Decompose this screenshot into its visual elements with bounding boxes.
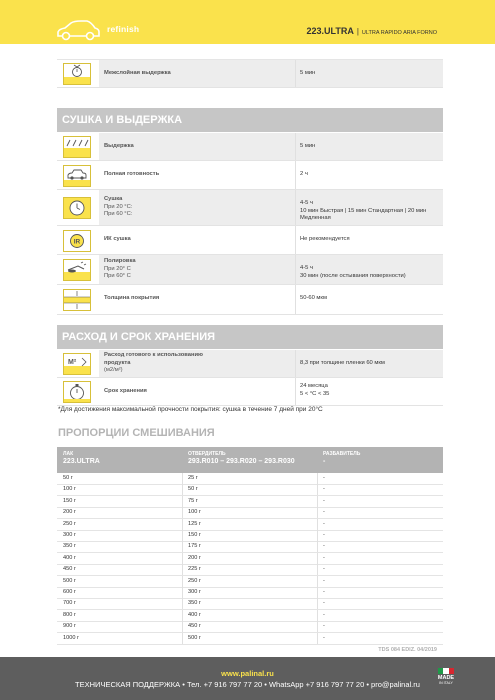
row-value: 24 месяца xyxy=(300,383,328,389)
table-row xyxy=(57,496,443,508)
table-cell: - xyxy=(323,577,325,584)
column-divider xyxy=(182,587,183,598)
flash-time-icon xyxy=(63,136,91,158)
table-cell: 300 г xyxy=(63,532,76,538)
column-label: ЛАК xyxy=(63,451,74,457)
row-value: 5 мин xyxy=(300,143,316,149)
row-label-line2: При 20 °С: xyxy=(104,203,133,210)
table-cell: 250 г xyxy=(63,520,76,527)
column-divider xyxy=(317,473,318,484)
column-divider xyxy=(317,530,318,541)
row-value: Не рекомендуется xyxy=(300,236,350,242)
column-divider xyxy=(317,553,318,564)
table-cell: 100 г xyxy=(63,486,76,493)
stopwatch-icon xyxy=(63,381,91,403)
in-italy-label: IN ITALY xyxy=(439,681,453,685)
row-value: 50-60 мкм xyxy=(300,295,327,301)
column-divider xyxy=(317,496,318,507)
column-divider xyxy=(317,576,318,587)
column-divider xyxy=(182,610,183,621)
table-cell: - xyxy=(323,600,325,607)
table-row xyxy=(57,633,443,645)
column-divider xyxy=(182,576,183,587)
table-cell: 350 г xyxy=(188,600,201,607)
table-cell: 50 г xyxy=(188,486,198,493)
row-shelf-life xyxy=(57,378,443,406)
column-header xyxy=(323,451,360,466)
table-cell: 175 г xyxy=(188,543,201,550)
row-label: Выдержка xyxy=(104,143,134,149)
car-logo-icon xyxy=(55,20,101,42)
table-cell: - xyxy=(323,532,325,538)
row-ir-drying xyxy=(57,226,443,255)
column-divider xyxy=(317,519,318,530)
column-divider xyxy=(317,541,318,552)
table-row xyxy=(57,484,443,496)
title-separator: | xyxy=(356,27,359,36)
table-cell: - xyxy=(323,520,325,527)
product-code: 223.ULTRA xyxy=(306,26,354,36)
table-cell: - xyxy=(323,623,325,630)
table-row xyxy=(57,576,443,588)
row-label: ИК сушка xyxy=(104,236,131,242)
table-cell: 100 г xyxy=(188,509,201,516)
row-value: 4-5 ч xyxy=(300,265,314,271)
table-cell: 900 г xyxy=(63,623,76,630)
table-cell: 50 г xyxy=(63,475,73,481)
header-bar xyxy=(0,0,495,44)
table-cell: 1000 г xyxy=(63,634,80,641)
table-cell: - xyxy=(323,566,325,573)
table-cell: 250 г xyxy=(188,577,201,584)
section-title: СУШКА И ВЫДЕРЖКА xyxy=(62,114,183,126)
italy-flag-icon xyxy=(438,668,454,674)
table-cell: - xyxy=(323,543,325,550)
table-cell: - xyxy=(323,497,325,504)
film-thickness-icon xyxy=(63,289,91,311)
column-value: 293.R010 – 293.R020 – 293.R030 xyxy=(188,458,295,465)
column-divider xyxy=(317,507,318,518)
column-divider xyxy=(182,530,183,541)
row-consumption xyxy=(57,350,443,378)
column-header xyxy=(63,451,100,466)
table-cell: 700 г xyxy=(63,600,76,607)
table-cell: - xyxy=(323,475,325,481)
column-divider xyxy=(182,633,183,644)
table-row xyxy=(57,598,443,610)
brand-name: refinish xyxy=(107,24,140,34)
table-cell: 600 г xyxy=(63,589,76,595)
row-label-line2: продукта xyxy=(104,359,131,366)
row-label-line2: При 20° С xyxy=(104,265,131,272)
table-row xyxy=(57,621,443,633)
column-divider xyxy=(182,496,183,507)
mixing-table-header xyxy=(57,447,443,473)
table-cell: 350 г xyxy=(63,543,76,550)
row-label-line3: При 60 °С: xyxy=(104,211,133,217)
table-cell: 150 г xyxy=(188,532,201,538)
row-label: Межслойная выдержка xyxy=(104,70,171,76)
made-in-italy-badge xyxy=(435,668,457,685)
row-flash-off xyxy=(57,60,443,88)
row-label: Срок хранения xyxy=(104,388,147,394)
table-cell: 500 г xyxy=(188,634,201,641)
row-value-line2: 30 мин (после остывания поверхности) xyxy=(300,272,406,279)
table-cell: 125 г xyxy=(188,520,201,527)
column-divider xyxy=(317,484,318,495)
tds-edition: TDS 084 EDIZ. 04/2019 xyxy=(378,647,437,653)
row-label: Полная готовность xyxy=(104,171,160,177)
table-cell: 75 г xyxy=(188,497,198,504)
area-coverage-icon xyxy=(63,353,91,375)
column-divider xyxy=(317,610,318,621)
timer-spray-icon xyxy=(63,63,91,85)
table-cell: 800 г xyxy=(63,611,76,618)
table-cell: - xyxy=(323,554,325,561)
column-divider xyxy=(317,621,318,632)
table-cell: - xyxy=(323,486,325,493)
table-row xyxy=(57,541,443,553)
footer-bar xyxy=(0,657,495,700)
section-consumption-header xyxy=(57,325,443,349)
column-divider xyxy=(182,598,183,609)
table-cell: 300 г xyxy=(188,589,201,595)
table-row xyxy=(57,553,443,565)
row-value: 2 ч xyxy=(300,171,308,177)
table-cell: 400 г xyxy=(63,554,76,561)
support-contacts: ТЕХНИЧЕСКАЯ ПОДДЕРЖКА • Тел. +7 916 797 77 20 • WhatsApp +7 916 797 77 20 • pro@palinal.ru xyxy=(75,680,420,689)
ir-lamp-icon xyxy=(63,230,91,252)
row-value: 5 мин xyxy=(300,70,316,76)
table-row xyxy=(57,519,443,531)
made-label: MADE xyxy=(437,675,455,681)
column-value: 223.ULTRA xyxy=(63,458,100,465)
table-cell: 400 г xyxy=(188,611,201,618)
polisher-icon xyxy=(63,259,91,281)
row-full-cure xyxy=(57,161,443,190)
row-label: Толщина покрытия xyxy=(104,295,160,301)
column-divider xyxy=(317,587,318,598)
column-divider xyxy=(317,633,318,644)
column-divider xyxy=(182,564,183,575)
footnote: *Для достижения максимальной прочности покрытия: сушка в течение 7 дней при 20°C xyxy=(58,406,323,413)
table-cell: 225 г xyxy=(188,566,201,573)
row-value: 8,3 при толщине пленки 60 мкм xyxy=(300,360,385,366)
column-divider xyxy=(182,519,183,530)
column-divider xyxy=(182,507,183,518)
section-drying-header xyxy=(57,108,443,132)
row-value: 4-5 ч xyxy=(300,200,314,206)
column-divider xyxy=(317,564,318,575)
row-label-line3: (м2/м²) xyxy=(104,367,123,373)
row-polishing xyxy=(57,255,443,285)
column-divider xyxy=(182,553,183,564)
table-cell: 500 г xyxy=(63,577,76,584)
table-cell: 450 г xyxy=(63,566,76,573)
table-row xyxy=(57,587,443,599)
column-label: ОТВЕРДИТЕЛЬ xyxy=(188,451,226,457)
row-label: Сушка xyxy=(104,196,123,202)
table-row xyxy=(57,530,443,542)
flag-stripe-red xyxy=(449,668,454,674)
table-row xyxy=(57,473,443,485)
row-value-line2: 10 мин Быстрая | 15 мин Стандартная | 20 мин Медленная xyxy=(300,207,427,221)
table-cell: - xyxy=(323,509,325,516)
column-divider xyxy=(182,541,183,552)
table-row xyxy=(57,610,443,622)
column-header xyxy=(188,451,295,466)
column-divider xyxy=(182,484,183,495)
row-drying xyxy=(57,190,443,226)
table-cell: - xyxy=(323,589,325,595)
table-row xyxy=(57,564,443,576)
table-cell: 200 г xyxy=(188,554,201,561)
table-cell: 25 г xyxy=(188,475,198,481)
row-label-line3: При 60° С xyxy=(104,273,131,279)
area-icon-text: M² xyxy=(68,359,77,366)
section-title: РАСХОД И СРОК ХРАНЕНИЯ xyxy=(62,331,216,343)
column-label: РАЗБАВИТЕЛЬ xyxy=(323,451,361,457)
car-cure-icon xyxy=(63,165,91,187)
column-value: - xyxy=(323,458,326,465)
row-film-thickness xyxy=(57,285,443,315)
table-cell: - xyxy=(323,611,325,618)
table-cell: 450 г xyxy=(188,623,201,630)
table-cell: 200 г xyxy=(63,509,76,516)
table-row xyxy=(57,507,443,519)
product-title xyxy=(306,26,437,36)
table-cell: - xyxy=(323,634,325,641)
column-divider xyxy=(317,598,318,609)
ir-icon-text: IR xyxy=(73,238,81,246)
row-label: Расход готового к использованию xyxy=(104,352,203,358)
column-divider xyxy=(182,473,183,484)
website-link[interactable]: www.palinal.ru xyxy=(221,669,274,678)
row-flash-time xyxy=(57,133,443,161)
clock-icon xyxy=(63,197,91,219)
row-label: Полировка xyxy=(104,258,136,264)
table-cell: 150 г xyxy=(63,497,76,504)
product-subtitle: ULTRA RAPIDO ARIA FORNO xyxy=(361,30,437,36)
row-value-line2: 5 < °С < 35 xyxy=(300,390,330,397)
column-divider xyxy=(182,621,183,632)
mixing-title: ПРОПОРЦИИ СМЕШИВАНИЯ xyxy=(58,427,215,439)
